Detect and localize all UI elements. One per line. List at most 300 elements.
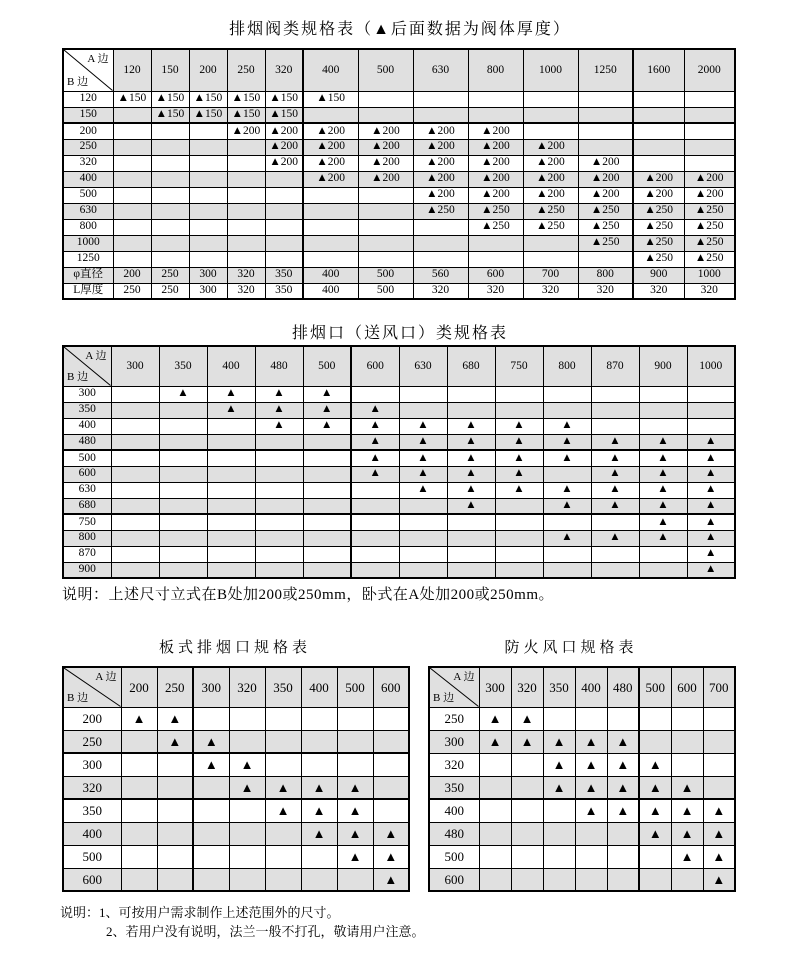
column-header: 600 [373,667,409,707]
spec-cell: ▲ [265,799,301,822]
column-header: 600 [671,667,703,707]
spec-cell: ▲ [575,730,607,753]
empty-cell [351,482,399,498]
table-row [429,845,735,868]
empty-cell [113,107,151,123]
empty-cell [229,845,265,868]
empty-cell [301,845,337,868]
empty-cell [639,845,671,868]
row-header: 480 [429,822,479,845]
empty-cell [303,203,358,219]
empty-cell [193,868,229,891]
empty-cell [413,219,468,235]
empty-cell [121,730,157,753]
empty-cell [111,402,159,418]
empty-cell [479,845,511,868]
column-header: 300 [111,346,159,386]
table-row [63,402,735,418]
spec-cell: ▲150 [151,107,189,123]
row-header: 400 [429,799,479,822]
empty-cell [265,707,301,730]
empty-cell [207,514,255,530]
row-header: 800 [63,530,111,546]
corner-a-side-label: A 边 [95,671,117,683]
table-row [63,822,409,845]
empty-cell [113,171,151,187]
empty-cell [265,730,301,753]
spec-cell: ▲ [303,402,351,418]
empty-cell [399,546,447,562]
empty-cell [351,530,399,546]
row-header: 350 [63,799,121,822]
table-row [63,251,735,267]
column-header: 500 [639,667,671,707]
spec-cell: ▲200 [303,155,358,171]
header-row [63,49,735,91]
spec-cell: ▲200 [303,123,358,139]
spec-cell: ▲ [447,466,495,482]
spec-cell: ▲150 [113,91,151,107]
empty-cell [687,418,735,434]
empty-cell [303,235,358,251]
empty-cell [157,822,193,845]
empty-cell [468,107,523,123]
spec-cell: ▲ [399,434,447,450]
empty-cell [543,562,591,578]
spec-cell: ▲ [607,730,639,753]
empty-cell [189,251,227,267]
row-header: 600 [63,466,111,482]
empty-cell [337,730,373,753]
column-header: 700 [703,667,735,707]
empty-cell [121,868,157,891]
empty-cell [684,139,735,155]
table-row [63,267,735,283]
empty-cell [543,707,575,730]
empty-cell [671,730,703,753]
spec-cell: 700 [523,267,578,283]
table-row [429,776,735,799]
empty-cell [207,450,255,466]
empty-cell [479,776,511,799]
table-row [63,845,409,868]
spec-cell: ▲ [495,450,543,466]
spec-cell: ▲ [671,845,703,868]
spec-cell: ▲ [607,753,639,776]
empty-cell [575,868,607,891]
empty-cell [303,562,351,578]
spec-cell: ▲ [639,753,671,776]
spec-cell: ▲ [543,753,575,776]
empty-cell [121,776,157,799]
empty-cell [265,187,303,203]
empty-cell [159,514,207,530]
empty-cell [255,434,303,450]
empty-cell [337,707,373,730]
footnotes [60,903,425,941]
empty-cell [543,546,591,562]
header-row [429,667,735,707]
empty-cell [575,822,607,845]
empty-cell [151,203,189,219]
column-header: 480 [607,667,639,707]
spec-cell: ▲ [479,730,511,753]
row-header: 200 [63,707,121,730]
spec-cell: ▲ [639,514,687,530]
spec-cell: ▲ [207,386,255,402]
empty-cell [358,251,413,267]
spec-cell: ▲ [447,482,495,498]
spec-cell: ▲ [687,546,735,562]
table-row [63,776,409,799]
empty-cell [265,868,301,891]
empty-cell [684,123,735,139]
empty-cell [543,799,575,822]
spec-cell: ▲ [207,402,255,418]
spec-cell: ▲ [301,776,337,799]
spec-cell: ▲ [303,386,351,402]
empty-cell [111,530,159,546]
row-header: 630 [63,482,111,498]
row-header: 350 [63,402,111,418]
spec-cell: ▲200 [578,171,633,187]
table-row [63,235,735,251]
spec-cell: ▲200 [523,187,578,203]
table-row [63,546,735,562]
empty-cell [207,434,255,450]
empty-cell [358,107,413,123]
empty-cell [468,91,523,107]
corner-b-side-label: B 边 [67,691,89,704]
empty-cell [151,171,189,187]
corner-a-side-label: A 边 [87,53,109,65]
empty-cell [543,845,575,868]
empty-cell [255,450,303,466]
empty-cell [229,707,265,730]
spec-cell: ▲250 [684,251,735,267]
empty-cell [151,235,189,251]
empty-cell [511,776,543,799]
empty-cell [121,799,157,822]
empty-cell [189,123,227,139]
empty-cell [255,562,303,578]
spec-cell: ▲ [687,498,735,514]
empty-cell [121,822,157,845]
spec-cell: ▲ [639,466,687,482]
spec-cell: ▲ [687,450,735,466]
empty-cell [591,546,639,562]
empty-cell [543,386,591,402]
spec-cell: ▲ [687,514,735,530]
table-row [63,123,735,139]
spec-cell: ▲150 [227,107,265,123]
corner-cell [63,346,111,386]
spec-cell: ▲ [373,845,409,868]
spec-cell: 200 [113,267,151,283]
header-row [63,667,409,707]
empty-cell [633,91,684,107]
spec-cell: 320 [523,283,578,299]
row-header: L厚度 [63,283,113,299]
plate-outlet-table-title: 板式排烟口规格表 [158,640,311,656]
empty-cell [373,707,409,730]
empty-cell [227,155,265,171]
empty-cell [255,482,303,498]
column-header: 120 [113,49,151,91]
table-row [63,203,735,219]
spec-cell: ▲ [229,753,265,776]
spec-cell: ▲200 [523,171,578,187]
empty-cell [303,251,358,267]
spec-cell: ▲ [639,822,671,845]
empty-cell [157,799,193,822]
table-row [63,562,735,578]
row-header: 500 [429,845,479,868]
empty-cell [255,514,303,530]
spec-cell: ▲ [607,799,639,822]
spec-cell: ▲ [373,868,409,891]
spec-cell: ▲ [337,845,373,868]
empty-cell [193,822,229,845]
table-row [63,171,735,187]
empty-cell [111,562,159,578]
empty-cell [303,514,351,530]
empty-cell [193,845,229,868]
spec-cell: ▲ [301,822,337,845]
empty-cell [578,91,633,107]
empty-cell [301,753,337,776]
spec-cell: ▲ [639,482,687,498]
spec-cell: ▲ [639,450,687,466]
column-header: 2000 [684,49,735,91]
empty-cell [479,753,511,776]
empty-cell [303,466,351,482]
empty-cell [358,219,413,235]
empty-cell [193,707,229,730]
spec-cell: 300 [189,283,227,299]
row-header: 480 [63,434,111,450]
empty-cell [633,155,684,171]
table-row [63,753,409,776]
table-row [429,822,735,845]
spec-cell: ▲ [193,753,229,776]
empty-cell [227,203,265,219]
empty-cell [639,546,687,562]
empty-cell [358,203,413,219]
spec-cell: ▲200 [578,187,633,203]
column-header: 400 [207,346,255,386]
empty-cell [159,466,207,482]
empty-cell [227,139,265,155]
empty-cell [399,530,447,546]
empty-cell [639,562,687,578]
spec-cell: ▲200 [578,155,633,171]
empty-cell [373,776,409,799]
spec-cell: ▲200 [684,187,735,203]
empty-cell [303,107,358,123]
spec-cell: ▲ [157,730,193,753]
spec-cell: ▲ [399,418,447,434]
spec-cell: ▲250 [684,235,735,251]
spec-cell: ▲ [543,530,591,546]
empty-cell [303,546,351,562]
empty-cell [543,466,591,482]
spec-cell: ▲ [591,482,639,498]
spec-cell: 800 [578,267,633,283]
column-header: 350 [159,346,207,386]
spec-cell: ▲ [337,776,373,799]
empty-cell [255,498,303,514]
spec-cell: ▲ [639,434,687,450]
empty-cell [113,219,151,235]
empty-cell [255,530,303,546]
row-header: 870 [63,546,111,562]
empty-cell [229,868,265,891]
empty-cell [207,466,255,482]
row-header: 630 [63,203,113,219]
spec-cell: ▲200 [413,187,468,203]
spec-cell: ▲ [591,466,639,482]
empty-cell [684,91,735,107]
spec-cell: ▲250 [413,203,468,219]
column-header: 600 [351,346,399,386]
empty-cell [255,466,303,482]
empty-cell [373,730,409,753]
spec-cell: ▲250 [684,203,735,219]
footnote-line-2: 2、若用户没有说明，法兰一般不打孔，敬请用户注意。 [106,924,425,939]
spec-cell: ▲ [543,730,575,753]
spec-cell: ▲200 [265,155,303,171]
empty-cell [351,498,399,514]
table-row [63,91,735,107]
empty-cell [523,91,578,107]
spec-cell: ▲ [671,776,703,799]
empty-cell [189,155,227,171]
column-header: 680 [447,346,495,386]
spec-cell: ▲ [255,402,303,418]
table-row [63,466,735,482]
empty-cell [159,418,207,434]
empty-cell [121,845,157,868]
empty-cell [607,868,639,891]
spec-cell: ▲150 [303,91,358,107]
spec-cell: ▲200 [468,155,523,171]
spec-cell: ▲ [159,386,207,402]
empty-cell [113,203,151,219]
empty-cell [207,530,255,546]
empty-cell [511,753,543,776]
empty-cell [265,845,301,868]
spec-cell: ▲ [511,707,543,730]
row-header: 320 [429,753,479,776]
spec-cell: 250 [113,283,151,299]
row-header: 800 [63,219,113,235]
row-header: 250 [429,707,479,730]
empty-cell [111,466,159,482]
empty-cell [607,707,639,730]
spec-cell: ▲250 [684,219,735,235]
spec-cell: ▲ [575,799,607,822]
spec-cell: ▲150 [189,107,227,123]
empty-cell [543,402,591,418]
empty-cell [399,402,447,418]
empty-cell [113,123,151,139]
column-header: 400 [301,667,337,707]
empty-cell [578,123,633,139]
spec-cell: ▲200 [413,171,468,187]
empty-cell [413,251,468,267]
row-header: 600 [429,868,479,891]
empty-cell [511,822,543,845]
row-header: 300 [63,753,121,776]
empty-cell [633,123,684,139]
spec-cell: ▲ [591,434,639,450]
corner-b-side-label: B 边 [67,370,89,383]
column-header: 630 [413,49,468,91]
table-row [429,730,735,753]
empty-cell [111,418,159,434]
empty-cell [301,868,337,891]
empty-cell [113,251,151,267]
column-header: 320 [265,49,303,91]
empty-cell [159,562,207,578]
empty-cell [633,139,684,155]
spec-cell: ▲ [703,868,735,891]
spec-cell: 320 [227,267,265,283]
header-row [63,346,735,386]
empty-cell [523,123,578,139]
column-header: 350 [543,667,575,707]
spec-cell: ▲ [495,466,543,482]
spec-cell: ▲ [591,450,639,466]
row-header: 900 [63,562,111,578]
corner-cell [63,667,121,707]
empty-cell [639,402,687,418]
empty-cell [671,753,703,776]
empty-cell [151,139,189,155]
spec-cell: ▲ [495,418,543,434]
spec-cell: ▲ [703,799,735,822]
spec-cell: ▲ [703,822,735,845]
row-header: 600 [63,868,121,891]
empty-cell [151,187,189,203]
spec-cell: ▲ [351,466,399,482]
column-header: 1600 [633,49,684,91]
table-row [63,450,735,466]
empty-cell [255,546,303,562]
spec-cell: ▲ [591,530,639,546]
spec-cell: ▲200 [227,123,265,139]
column-header: 400 [575,667,607,707]
empty-cell [687,402,735,418]
table-row [63,707,409,730]
spec-cell: 320 [468,283,523,299]
empty-cell [447,514,495,530]
spec-cell: ▲ [543,776,575,799]
empty-cell [265,203,303,219]
empty-cell [227,219,265,235]
empty-cell [229,730,265,753]
smoke-valve-table-title: 排烟阀类规格表（▲后面数据为阀体厚度） [229,21,571,38]
spec-cell: ▲250 [578,203,633,219]
empty-cell [495,514,543,530]
row-header: 1000 [63,235,113,251]
spec-cell: ▲ [121,707,157,730]
empty-cell [207,418,255,434]
empty-cell [189,139,227,155]
spec-cell: 320 [578,283,633,299]
empty-cell [671,707,703,730]
